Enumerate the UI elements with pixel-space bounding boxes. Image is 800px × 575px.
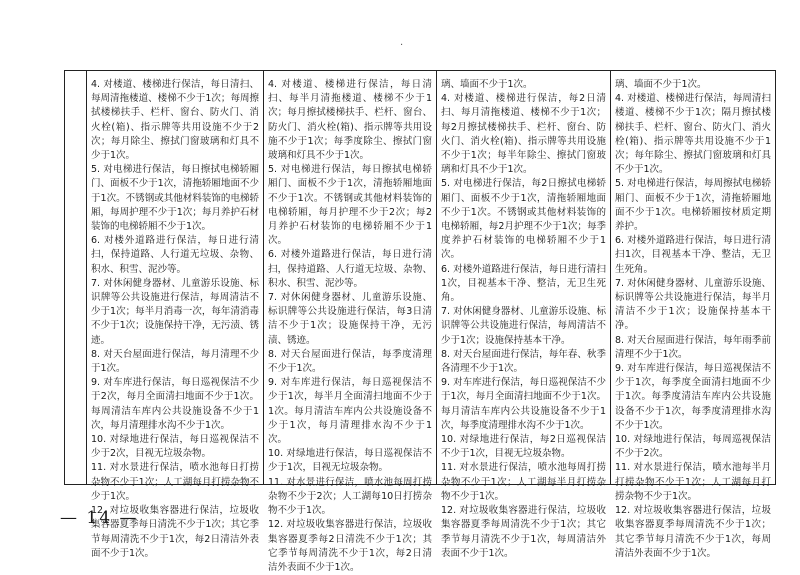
standard-paragraph: 璃、墙面不少于1次。 xyxy=(615,79,707,90)
level-column-3 xyxy=(436,71,610,559)
standard-paragraph: 9. 对车库进行保洁，每日巡视保洁不少于1次，每季度全面清扫地面不少于1次。每季度清洁车库内公共设施设备不少于1次，每季度清理排水沟不少于1次。 xyxy=(615,363,771,431)
standard-paragraph: 8. 对天台屋面进行保洁，每季度清理不少于1次。 xyxy=(268,348,432,375)
standard-paragraph: 5. 对电梯进行保洁，每周擦拭电梯轿厢门、面板不少于1次，清拖轿厢地面不少于1次。电梯轿厢按材质定期养护。 xyxy=(615,178,771,233)
standard-paragraph: 12. 对垃圾收集容器进行保洁，垃圾收集容器夏季每2日清洗不少于1次；其它季节每周清洗不少于1次，每2日清洁外表面不少于1次。 xyxy=(268,519,432,573)
standard-paragraph: 6. 对楼外道路进行保洁，每日进行清扫，保持道路、人行道无垃圾、杂物、积水、积雪、泥沙等。 xyxy=(268,249,432,289)
page-number: — 14 — xyxy=(60,508,139,528)
standard-paragraph: 8. 对天台屋面进行保洁，每年雨季前清理不少于1次。 xyxy=(615,334,771,360)
standard-paragraph: 璃、墙面不少于1次。 xyxy=(441,79,533,90)
standard-paragraph: 7. 对休闲健身器材、儿童游乐设施、标识牌等公共设施进行保洁，每周清洁不少于1次；每半月消毒一次，每年清消毒不少于1次；设施保持干净，无污渍、锈迹。 xyxy=(91,277,259,346)
standard-paragraph: 7. 对休闲健身器材、儿童游乐设施、标识牌等公共设施进行保洁，每3日清洁不少于1次；设施保持干净，无污渍、锈迹。 xyxy=(268,292,432,346)
standard-paragraph: 8. 对天台屋面进行保洁，每年春、秋季各清理不少于1次。 xyxy=(441,348,606,375)
standard-paragraph: 11. 对水景进行保洁，喷水池每周打捞杂物不少于1次；人工湖每半月打捞杂物不少于1次。 xyxy=(441,462,606,502)
standard-paragraph: 6. 对楼外道路进行保洁，每日进行清扫1次，目视基本干净、整洁，无卫生死角。 xyxy=(441,263,606,304)
standard-paragraph: 5. 对电梯进行保洁，每2日擦拭电梯轿厢门、面板不少于1次，清拖轿厢地面不少于1次。不锈钢或其他材料装饰的电梯轿厢，每2月护理不少于1次；每季度养护石材装饰的电梯轿厢不少于1次。 xyxy=(441,178,606,261)
standard-paragraph: 7. 对休闲健身器材、儿童游乐设施、标识牌等公共设施进行保洁，每半月清洁不少于1次；设施保持基本干净。 xyxy=(615,277,771,332)
standard-paragraph: 10. 对绿地进行保洁，每日巡视保洁不少于2次，目视无垃圾杂物。 xyxy=(91,434,259,460)
standard-paragraph: 6. 对楼外道路进行保洁，每日进行清扫1次，目视基本干净、整洁，无卫生死角。 xyxy=(615,235,771,275)
level-column-2 xyxy=(263,71,436,573)
standard-paragraph: 9. 对车库进行保洁，每日巡视保洁不少于2次，每月全面清扫地面不少于1次。每周清洁车库内公共设施设备不少于1次，每月清理排水沟不少于1次。 xyxy=(91,377,259,431)
standard-paragraph: 9. 对车库进行保洁，每日巡视保洁不少于1次，每半月全面清扫地面不少于1次。每月清洁车库内公共设施设备不少于1次，每月清理排水沟不少于1次。 xyxy=(268,377,432,446)
standard-paragraph: 5. 对电梯进行保洁，每日擦拭电梯轿厢门、面板不少于1次，清拖轿厢地面不少于1次。不锈钢或其他材料装饰的电梯轿厢，每月护理不少于2次；每2月养护石材装饰的电梯轿厢不少于1次。 xyxy=(268,164,432,247)
standard-paragraph: 11. 对水景进行保洁，喷水池每周打捞杂物不少于2次；人工湖每10日打捞杂物不少于1次。 xyxy=(268,476,432,517)
standard-paragraph: 10. 对绿地进行保洁，每2日巡视保洁不少于1次，目视无垃圾杂物。 xyxy=(441,434,606,460)
standard-paragraph: 10. 对绿地进行保洁，每日巡视保洁不少于1次，目视无垃圾杂物。 xyxy=(268,448,432,474)
standard-paragraph: 12. 对垃圾收集容器进行保洁，垃圾收集容器夏季每周清洗不少于1次；其它季节每月清洗不少于1次，每周清洁外表面不少于1次。 xyxy=(441,505,606,559)
standard-paragraph: 11. 对水景进行保洁，喷水池每日打捞杂物不少于1次；人工湖每月打捞杂物不少于1次。 xyxy=(91,462,259,502)
standard-paragraph: 9. 对车库进行保洁，每日巡视保洁不少于1次，每月全面清扫地面不少于1次。每月清洁车库内公共设施设备不少于1次，每季度清理排水沟不少于1次。 xyxy=(441,377,606,431)
standard-paragraph: 10. 对绿地进行保洁，每周巡视保洁不少于2次。 xyxy=(615,434,771,460)
standard-paragraph: 4. 对楼道、楼梯进行保洁，每日清扫、每周清拖楼道、楼梯不少于1次；每周擦拭楼梯扶手、栏杆、窗台、防火门、消火栓(箱)、指示牌等共用设施不少于2次；每月除尘、擦拭门窗玻璃和灯具不少于1次。 xyxy=(91,79,259,162)
standard-paragraph: 12. 对垃圾收集容器进行保洁，垃圾收集容器夏季每周清洗不少于1次；其它季节每月清洗不少于1次，每周清洁外表面不少于1次。 xyxy=(615,505,771,559)
standard-paragraph: 11. 对水景进行保洁，喷水池每半月打捞杂物不少于1次；人工湖每月打捞杂物不少于1次。 xyxy=(615,462,771,502)
standard-paragraph: 8. 对天台屋面进行保洁，每月清理不少于1次。 xyxy=(91,348,259,375)
standard-paragraph: 4. 对楼道、楼梯进行保洁，每日清扫、每半月清拖楼道、楼梯不少于1次；每月擦拭楼梯扶手、栏杆、窗台、防火门、消火栓(箱)、指示牌等共用设施不少于1次；每季度除尘、擦拭门窗玻璃和灯具不少于1次。 xyxy=(268,79,432,162)
standard-paragraph: 4. 对楼道、楼梯进行保洁，每周清扫楼道、楼梯不少于1次；隔月擦拭楼梯扶手、栏杆、窗台、防火门、消火栓(箱)、指示牌等共用设施不少于1次；每年除尘、擦拭门窗玻璃和灯具不少于1次。 xyxy=(615,93,771,176)
level-column-4 xyxy=(610,71,776,559)
standard-paragraph: 6. 对楼外道路进行保洁，每日进行清扫，保持道路、人行道无垃圾、杂物、积水、积雪、泥沙等。 xyxy=(91,235,259,275)
scan-speck: · xyxy=(400,40,404,51)
standard-paragraph: 4. 对楼道、楼梯进行保洁，每2日清扫、每月清拖楼道、楼梯不少于1次；每2月擦拭楼梯扶手、栏杆、窗台、防火门、消火栓(箱)、指示牌等共用设施不少于1次；每半年除尘、擦拭门窗玻璃和灯具不少于1次。 xyxy=(441,93,606,176)
standard-paragraph: 5. 对电梯进行保洁，每日擦拭电梯轿厢门、面板不少于1次，清拖轿厢地面不少于1次。不锈钢或其他材料装饰的电梯轿厢，每周护理不少于1次；每月养护石材装饰的电梯轿厢不少于1次。 xyxy=(91,164,259,233)
empty-label-cell xyxy=(64,71,86,484)
standard-paragraph: 7. 对休闲健身器材、儿童游乐设施、标识牌等公共设施进行保洁，每周清洁不少于1次；设施保持基本干净。 xyxy=(441,306,606,346)
standard-paragraph: 12. 对垃圾收集容器进行保洁，垃圾收集容器夏季每日清洗不少于1次；其它季节每周清洗不少于1次，每2日清洁外表面不少于1次。 xyxy=(91,505,259,559)
